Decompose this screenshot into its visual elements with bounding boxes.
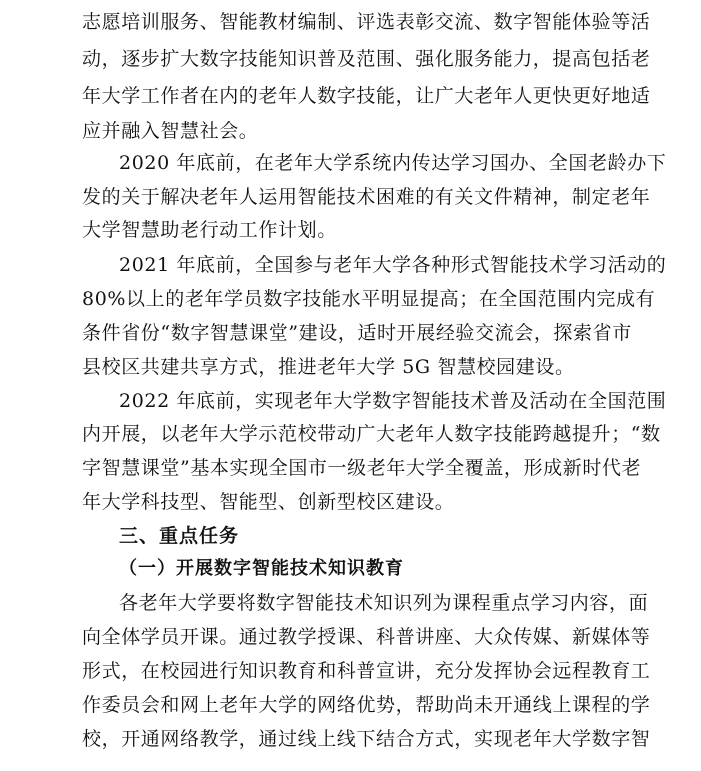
body-text-line: 校，开通网络教学，通过线上线下结合方式，实现老年大学数字智 — [82, 728, 651, 750]
body-text-line: 80%以上的老年学员数字技能水平明显提高；在全国范围内完成有 — [82, 288, 656, 310]
paragraph-task-1: 各老年大学要将数字智能技术知识列为课程重点学习内容，面 — [119, 592, 649, 614]
body-text-line: 应并融入智慧社会。 — [82, 120, 259, 142]
body-text-line: 年大学科技型、智能型、创新型校区建设。 — [82, 491, 455, 513]
section-heading: 三、重点任务 — [119, 525, 240, 547]
body-text-line: 字智慧课堂”基本实现全国市一级老年大学全覆盖，形成新时代老 — [82, 457, 642, 479]
body-text-line: 向全体学员开课。通过教学授课、科普讲座、大众传媒、新媒体等 — [82, 626, 651, 648]
body-text-line: 作委员会和网上老年大学的网络优势，帮助尚未开通线上课程的学 — [82, 694, 651, 716]
body-text-line: 内开展，以老年大学示范校带动广大老年人数字技能跨越提升；“数 — [82, 423, 661, 445]
body-text-line: 动，逐步扩大数字技能知识普及范围、强化服务能力，提高包括老 — [82, 48, 651, 70]
body-text-line: 形式，在校园进行知识教育和科普宣讲，充分发挥协会远程教育工 — [82, 660, 651, 682]
subsection-heading: （一）开展数字智能技术知识教育 — [119, 558, 404, 579]
paragraph-2020: 2020 年底前，在老年大学系统内传达学习国办、全国老龄办下 — [119, 152, 667, 174]
body-text-line: 条件省份“数字智慧课堂”建设，适时开展经验交流会，探索省市 — [82, 322, 632, 344]
paragraph-2021: 2021 年底前，全国参与老年大学各种形式智能技术学习活动的 — [119, 254, 667, 276]
body-text-line: 年大学工作者在内的老年人数字技能，让广大老年人更快更好地适 — [82, 85, 651, 107]
body-text-line: 县校区共建共享方式，推进老年大学 5G 智慧校园建设。 — [82, 356, 575, 378]
body-text-line: 发的关于解决老年人运用智能技术困难的有关文件精神，制定老年 — [82, 186, 651, 208]
body-text-line: 志愿培训服务、智能教材编制、评选表彰交流、数字智能体验等活 — [82, 11, 651, 33]
body-text-line: 大学智慧助老行动工作计划。 — [82, 219, 337, 241]
paragraph-2022: 2022 年底前，实现老年大学数字智能技术普及活动在全国范围 — [119, 390, 667, 412]
